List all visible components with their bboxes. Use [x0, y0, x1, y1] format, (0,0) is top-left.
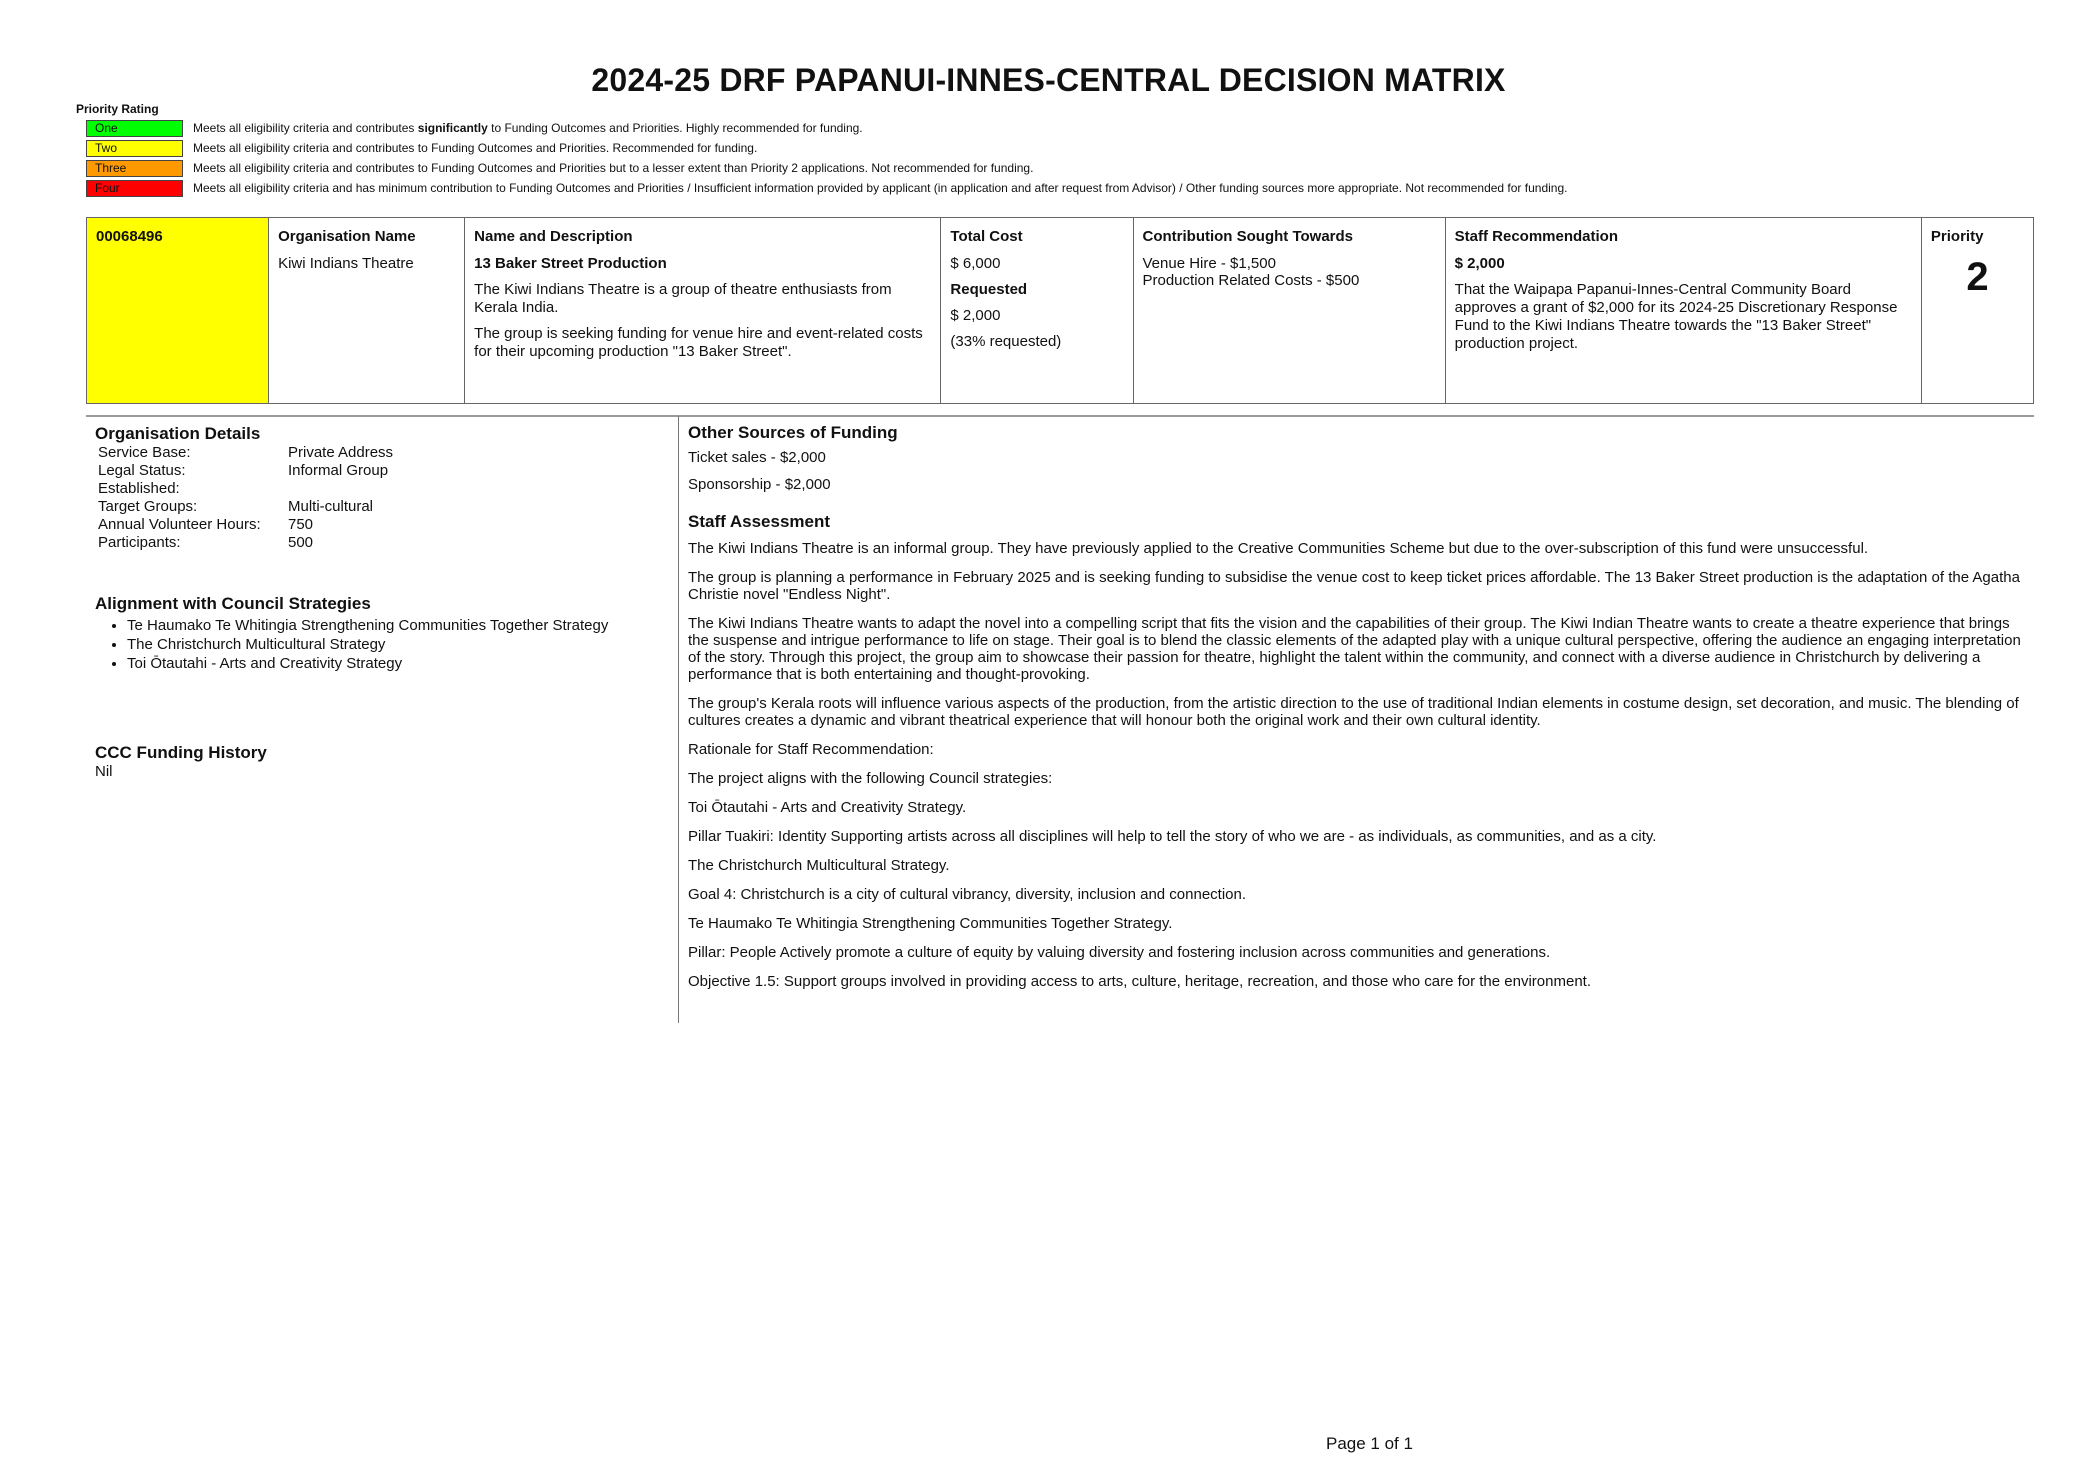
- legend-row-four: [86, 178, 1567, 198]
- legend-row-three: [86, 158, 1567, 178]
- alignment-list: [95, 616, 665, 673]
- alignment-item: • Toi Ōtautahi - Arts and Creativity Strategy: [127, 654, 665, 673]
- recommendation-text: That the Waipapa Papanui-Innes-Central Community Board approves a grant of $2,000 for its 2024-25 Discretionary Response Fund to the Kiwi Indians Theatre towards the "13 Baker Street" production project.: [1454, 281, 1898, 352]
- priority-header: Priority: [1930, 228, 1984, 245]
- detail-label: Established:: [98, 480, 180, 497]
- alignment-heading: Alignment with Council Strategies: [95, 594, 371, 613]
- detail-row: [95, 516, 393, 534]
- detail-label: Service Base:: [98, 444, 191, 461]
- other-funding-item: Sponsorship - $2,000: [688, 476, 831, 493]
- page-number: Page 1 of 1: [1326, 1434, 1413, 1453]
- detail-value: Private Address: [288, 444, 394, 461]
- detail-value: Multi-cultural: [288, 498, 374, 515]
- contribution-cell: [1133, 218, 1445, 404]
- detail-value: Informal Group: [288, 462, 389, 479]
- project-description-2: The group is seeking funding for venue hire and event-related costs for their upcoming production "13 Baker Street".: [474, 325, 923, 360]
- contribution-item-2: Production Related Costs - $500: [1142, 272, 1360, 289]
- requested-label: Requested: [950, 281, 1028, 298]
- assessment-paragraph: The project aligns with the following Council strategies:: [688, 770, 1053, 787]
- requested-percentage: (33% requested): [950, 333, 1062, 350]
- total-cost-header: Total Cost: [950, 228, 1023, 245]
- detail-label: Target Groups:: [98, 498, 198, 515]
- assessment-paragraph: The group is planning a performance in February 2025 and is seeking funding to subsidise the venue cost to keep ticket prices affordable. The 13 Baker Street production is the adaptation of the Agatha Christie novel "Endless Night".: [688, 569, 2020, 603]
- assessment-paragraph: The Christchurch Multicultural Strategy.: [688, 857, 950, 874]
- requested-value: $ 2,000: [950, 307, 1001, 324]
- contribution-item-1: Venue Hire - $1,500: [1142, 255, 1276, 272]
- legend-text-two: Meets all eligibility criteria and contributes to Funding Outcomes and Priorities. Recommended for funding.: [193, 141, 758, 155]
- org-details-table: [95, 444, 393, 552]
- detail-label: Legal Status:: [98, 462, 186, 479]
- legend-row-one: [86, 118, 1567, 138]
- right-column: [688, 424, 2028, 1002]
- section-divider: [86, 415, 2034, 417]
- detail-row: [95, 480, 393, 498]
- assessment-paragraph: The group's Kerala roots will influence various aspects of the production, from the artistic direction to the use of traditional Indian elements in costume design, set decoration, and music. The blending of cultures creates a dynamic and vibrant theatrical experience that will honour both the original work and their own cultural identity.: [688, 695, 2019, 729]
- assessment-paragraph: Toi Ōtautahi - Arts and Creativity Strategy.: [688, 799, 967, 816]
- detail-row: [95, 498, 393, 516]
- other-funding-item: Ticket sales - $2,000: [688, 449, 826, 466]
- alignment-item: • Te Haumako Te Whitingia Strengthening Communities Together Strategy: [127, 616, 665, 635]
- detail-value: 750: [288, 516, 314, 533]
- decision-matrix-table: [86, 217, 2034, 404]
- detail-value: [285, 480, 393, 498]
- recommended-amount: $ 2,000: [1454, 255, 1505, 272]
- legend-text-one: Meets all eligibility criteria and contributes significantly to Funding Outcomes and Priorities. Highly recommended for funding.: [193, 121, 863, 135]
- priority-swatch-three: Three: [86, 160, 183, 177]
- column-divider: [678, 416, 679, 1023]
- staff-recommendation-header: Staff Recommendation: [1454, 228, 1619, 245]
- assessment-paragraph: Pillar Tuakiri: Identity Supporting artists across all disciplines will help to tell the story of who we are - as individuals, as communities, and as a city.: [688, 828, 1657, 845]
- assessment-paragraph: Goal 4: Christchurch is a city of cultural vibrancy, diversity, inclusion and connection.: [688, 886, 1247, 903]
- alignment-item: • The Christchurch Multicultural Strategy: [127, 635, 665, 654]
- legend-text-four: Meets all eligibility criteria and has minimum contribution to Funding Outcomes and Priorities / Insufficient information provided by applicant (in application and after request from Advisor) / Other funding sources more appropriate. Not recommended for funding.: [193, 181, 1568, 195]
- org-details-heading: Organisation Details: [95, 424, 261, 443]
- project-name: 13 Baker Street Production: [474, 255, 667, 272]
- priority-rating-heading: Priority Rating: [76, 102, 159, 116]
- name-description-cell: [465, 218, 941, 404]
- total-cost-value: $ 6,000: [950, 255, 1001, 272]
- org-name-value: Kiwi Indians Theatre: [278, 255, 414, 272]
- application-id: 00068496: [96, 228, 163, 245]
- legend-row-two: [86, 138, 1567, 158]
- other-funding-heading: Other Sources of Funding: [688, 423, 898, 442]
- priority-swatch-two: Two: [86, 140, 183, 157]
- priority-swatch-one: One: [86, 120, 183, 137]
- page-title: 2024-25 DRF PAPANUI-INNES-CENTRAL DECISION MATRIX: [591, 62, 1506, 98]
- assessment-paragraph: Te Haumako Te Whitingia Strengthening Communities Together Strategy.: [688, 915, 1173, 932]
- total-cost-cell: [941, 218, 1133, 404]
- detail-value: 500: [288, 534, 314, 551]
- priority-legend: [86, 118, 1567, 198]
- left-column: [95, 424, 665, 780]
- detail-row: [95, 534, 393, 552]
- priority-value: 2: [1966, 255, 1989, 299]
- org-name-header: Organisation Name: [278, 228, 416, 245]
- funding-history-heading: CCC Funding History: [95, 743, 267, 762]
- application-id-cell: [87, 218, 269, 404]
- assessment-paragraph: Objective 1.5: Support groups involved in providing access to arts, culture, heritage, recreation, and those who care for the environment.: [688, 973, 1591, 990]
- assessment-paragraph: The Kiwi Indians Theatre wants to adapt the novel into a compelling script that fits the vision and the capabilities of their group. The Kiwi Indian Theatre wants to create a theatre experience that brings the suspense and intrigue performance to life on stage. Their goal is to blend the classic elements of the adapted play with a unique cultural perspective, offering the audience an engaging interpretation of the story. Through this project, the group aim to showcase their passion for theatre, highlight the talent within the community, and connect with a diverse audience in Christchurch by delivering a performance that is both entertaining and thought-provoking.: [688, 615, 2021, 683]
- org-name-cell: [269, 218, 465, 404]
- detail-label: Participants:: [98, 534, 181, 551]
- staff-recommendation-cell: [1445, 218, 1921, 404]
- detail-label: Annual Volunteer Hours:: [98, 516, 261, 533]
- priority-swatch-four: Four: [86, 180, 183, 197]
- detail-row: [95, 444, 393, 462]
- assessment-paragraph: The Kiwi Indians Theatre is an informal group. They have previously applied to the Creative Communities Scheme but due to the over-subscription of this fund were unsuccessful.: [688, 540, 1869, 557]
- funding-history-value: Nil: [95, 763, 113, 780]
- name-description-header: Name and Description: [474, 228, 633, 245]
- assessment-paragraph: Rationale for Staff Recommendation:: [688, 741, 934, 758]
- staff-assessment-heading: Staff Assessment: [688, 512, 831, 531]
- project-description-1: The Kiwi Indians Theatre is a group of theatre enthusiasts from Kerala India.: [474, 281, 892, 316]
- contribution-header: Contribution Sought Towards: [1142, 228, 1354, 245]
- assessment-paragraph: Pillar: People Actively promote a culture of equity by valuing diversity and fostering inclusion across communities and generations.: [688, 944, 1551, 961]
- priority-cell: [1921, 218, 2033, 404]
- legend-text-three: Meets all eligibility criteria and contributes to Funding Outcomes and Priorities but to a lesser extent than Priority 2 applications. Not recommended for funding.: [193, 161, 1034, 175]
- detail-row: [95, 462, 393, 480]
